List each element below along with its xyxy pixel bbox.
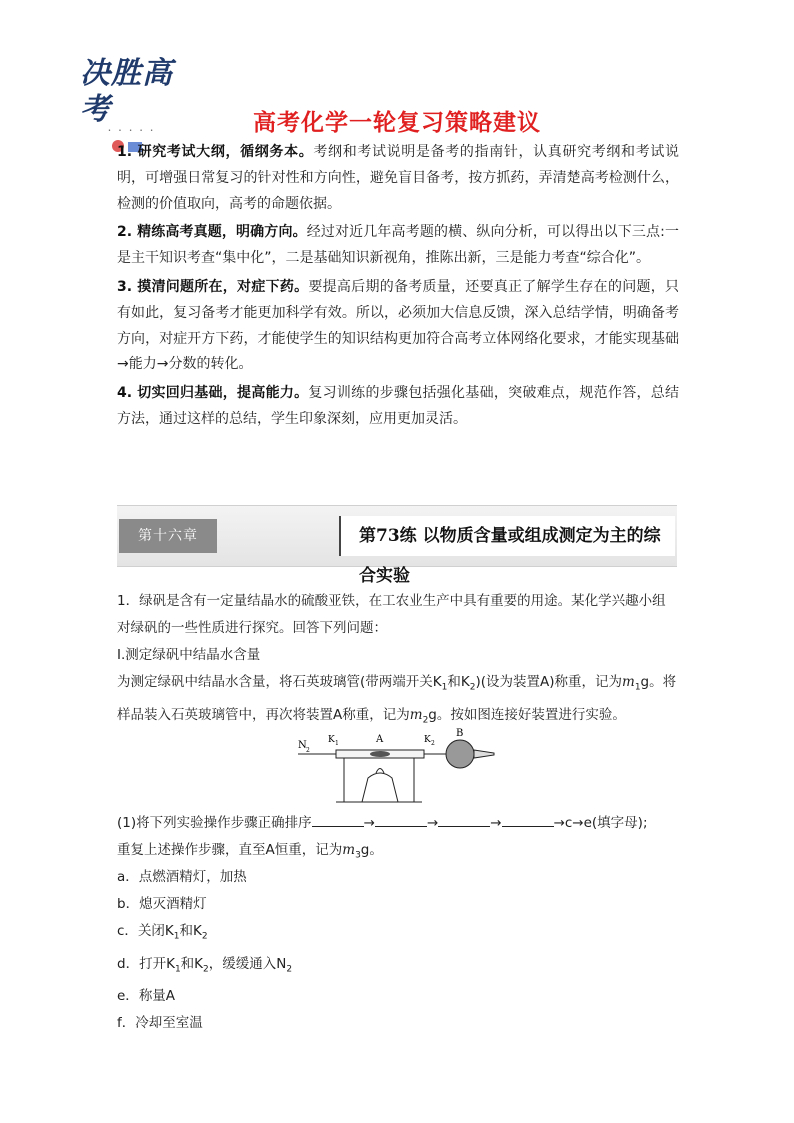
subscript: 3 [355, 850, 361, 861]
apparatus-diagram [296, 728, 526, 806]
option-label: d． [117, 955, 140, 972]
answer-blank[interactable] [312, 812, 364, 827]
option-item [117, 864, 617, 891]
option-text: 关闭K [137, 923, 174, 939]
section-banner [117, 505, 677, 586]
tip-item [117, 275, 679, 378]
tip-body: 要提高后期的备考质量，还要真正了解学生存在的问题，只有如此，复习备考才能更加科学有效。所以，必须加大信息反馈，深入总结学情，明确备考方向，对症开方下药，才能使学生的知识结构更加符合高考立体网络化要求，才能实现基础→能力→分数的转化。 [117, 278, 680, 373]
text-fragment: )(设为装置A)称重，记为 [475, 674, 622, 690]
question-1-line [117, 810, 679, 837]
variable-m: m [409, 706, 423, 723]
option-label: e． [117, 988, 139, 1005]
label-k1-sub: 1 [335, 740, 339, 747]
text-fragment: 重复上述操作步骤，直至A恒重，记为 [117, 842, 343, 858]
chapter-tag: 第十六章 [119, 519, 217, 553]
label-k2-sub: 2 [431, 740, 435, 747]
subscript: 2 [422, 715, 429, 726]
procedure-text [117, 669, 679, 734]
logo-text: 决胜高考 [80, 56, 173, 127]
arrow: → [490, 815, 502, 831]
option-text: 熄灭酒精灯 [139, 896, 207, 912]
option-text: 称量A [138, 988, 176, 1005]
option-label: c． [117, 923, 138, 939]
label-b: B [456, 728, 464, 739]
tip-body: 经过对近几年高考题的横、纵向分析，可以得出以下三点:一是主干知识考查“集中化”，二是基础知识新视角，推陈出新，三是能力考查“综合化”。 [117, 224, 679, 267]
option-text: 和K [179, 923, 202, 939]
logo-decoration: • • • • • [108, 128, 157, 134]
tip-body: 考纲和考试说明是备考的指南针，认真研究考纲和考试说明，可增强日常复习的针对性和方向性，避免盲目备考，按方抓药，弄清楚高考检测什么，检测的价值取向，高考的命题依据。 [117, 144, 679, 212]
label-k1: K [328, 735, 335, 745]
arrow: → [426, 815, 439, 831]
options-list [117, 864, 617, 1037]
label-n2-sub: 2 [306, 747, 310, 754]
option-label: a． [117, 869, 139, 885]
subscript: 1 [634, 682, 641, 693]
subscript: 2 [286, 964, 293, 975]
tip-item [117, 381, 679, 433]
answer-blank[interactable] [438, 812, 490, 827]
option-text: 和K [180, 955, 204, 972]
subscript: 1 [441, 682, 448, 693]
answer-blank[interactable] [502, 812, 554, 827]
answer-blank[interactable] [375, 812, 427, 827]
text-fragment: (1)将下列实验操作步骤正确排序 [117, 815, 312, 831]
question-block [117, 588, 679, 734]
page-title: 高考化学一轮复习策略建议 [253, 110, 541, 136]
question-intro: 1．绿矾是含有一定量结晶水的硫酸亚铁，在工农业生产中具有重要的用途。某化学兴趣小组对绿矾的一些性质进行探究。回答下列问题： [117, 593, 666, 636]
tip-heading: 1. 研究考试大纲，循纲务本。 [117, 144, 314, 160]
option-text: 打开K [139, 955, 175, 972]
tips-section [117, 140, 679, 436]
option-text: 冷却至室温 [135, 1015, 203, 1032]
option-item [117, 983, 617, 1010]
text-fragment: 为测定绿矾中结晶水含量，将石英玻璃管(带两端开关K [117, 674, 442, 690]
subscript: 2 [201, 931, 208, 942]
text-fragment: →c→e(填字母); [553, 815, 648, 831]
option-label: f． [117, 1015, 136, 1032]
subscript: 2 [469, 682, 476, 693]
section-title: 第73练 以物质含量或组成测定为主的综合实验 [339, 516, 675, 556]
label-k2: K [424, 735, 431, 745]
tip-body: 复习训练的步骤包括强化基础，突破难点，规范作答，总结方法，通过这样的总结，学生印象深刻，应用更加灵活。 [117, 385, 680, 427]
option-item [117, 891, 617, 918]
text-fragment: g。按如图连接好装置进行实验。 [428, 706, 626, 723]
variable-m: m [342, 842, 356, 858]
option-label: b． [117, 896, 140, 912]
tip-heading: 2. 精练高考真题，明确方向。 [117, 224, 307, 241]
tip-heading: 4. 切实回归基础，提高能力。 [117, 385, 309, 402]
subscript: 1 [173, 931, 180, 942]
subscript: 2 [203, 964, 209, 975]
tip-heading: 3. 摸清问题所在，对症下药。 [117, 278, 309, 295]
question-1 [117, 810, 679, 870]
subscript: 1 [174, 964, 181, 975]
label-a: A [376, 734, 384, 745]
arrow: → [363, 815, 375, 831]
text-fragment: 和K [447, 674, 470, 690]
question-part-heading: Ⅰ.测定绿矾中结晶水含量 [117, 647, 261, 663]
tip-item [117, 140, 679, 217]
option-text: 点燃酒精灯，加热 [138, 869, 247, 885]
text-fragment: g。将样品装入石英玻璃管中，再次将装置A称重，记为 [117, 674, 677, 723]
option-item [117, 918, 617, 951]
option-item [117, 1010, 617, 1037]
variable-m: m [622, 674, 635, 690]
label-n2: N [298, 740, 307, 751]
option-text: ，缓缓通入N [208, 955, 287, 972]
tip-item [117, 220, 679, 272]
text-fragment: g。 [360, 842, 383, 858]
option-item [117, 951, 617, 984]
